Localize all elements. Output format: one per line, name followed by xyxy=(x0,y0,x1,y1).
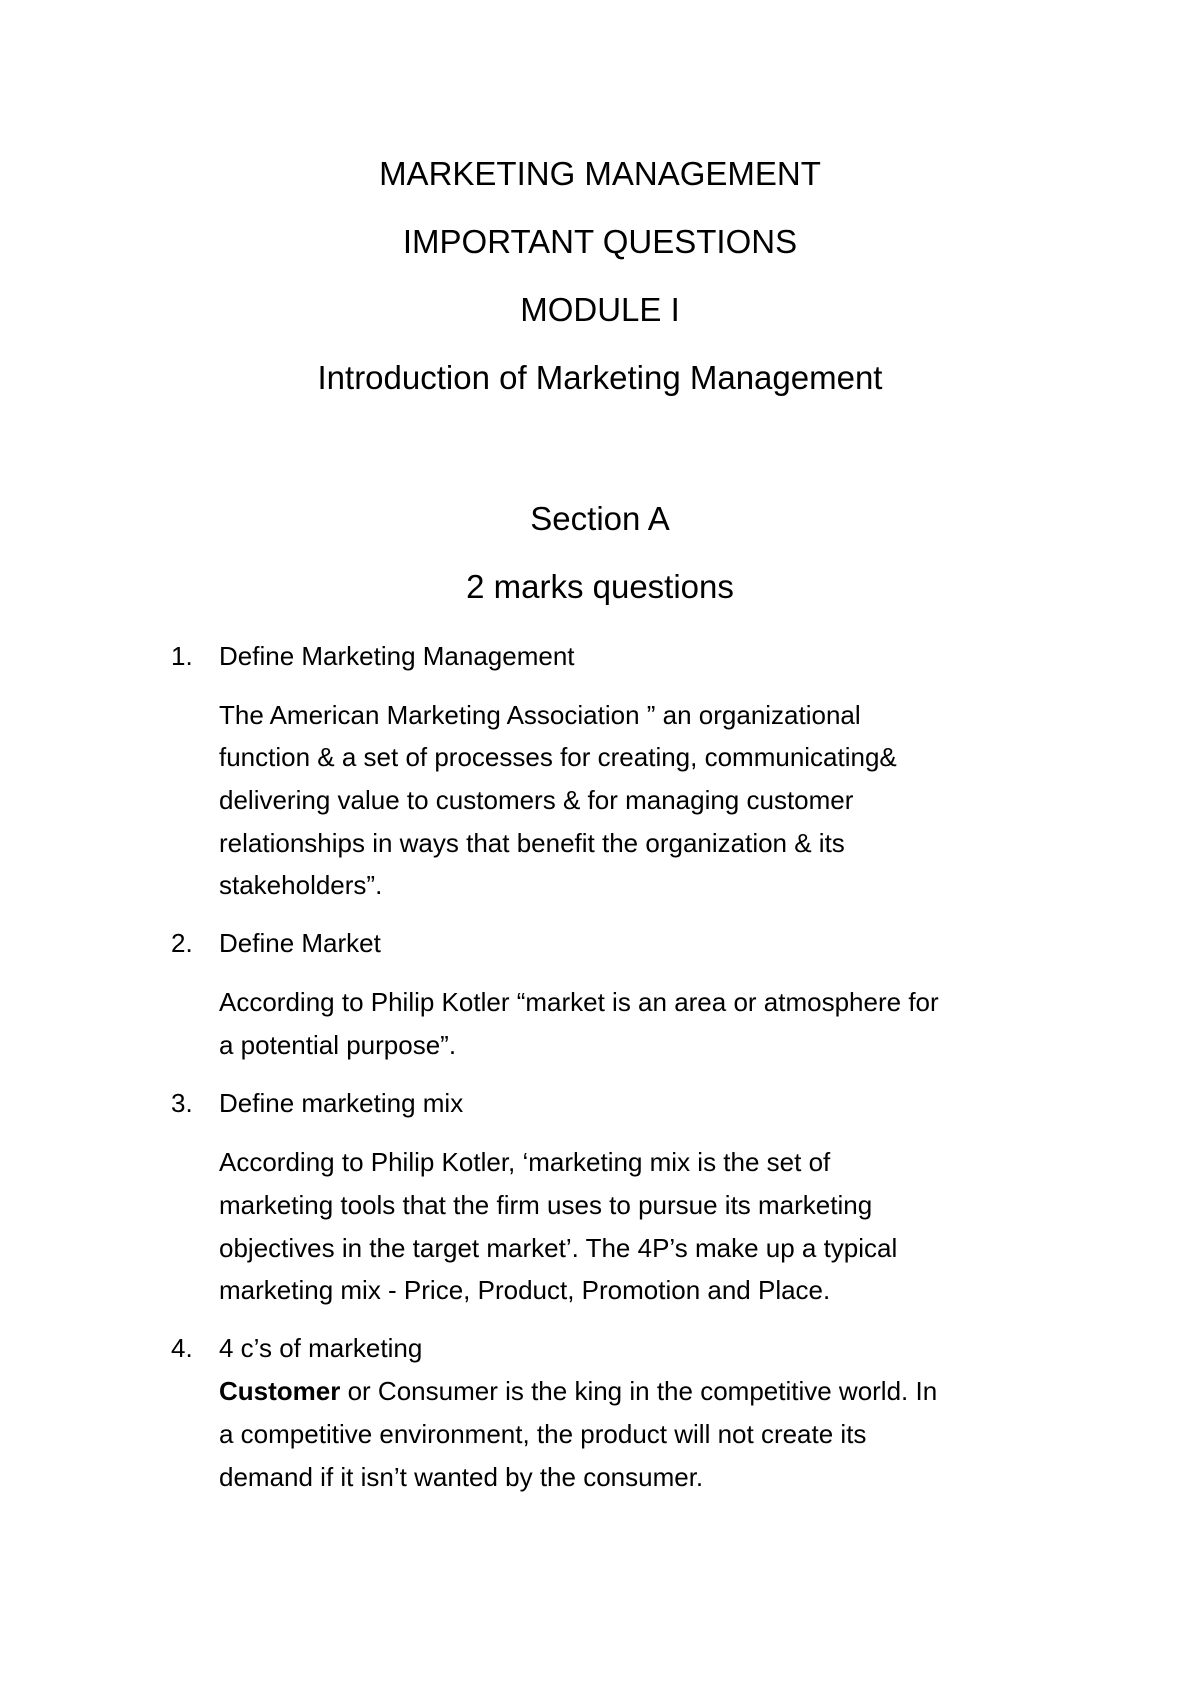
answer-line: According to Philip Kotler “market is an area or atmosphere for xyxy=(219,987,939,1017)
answer-line: objectives in the target market’. The 4P’s make up a typical xyxy=(219,1233,898,1263)
question-number: 3. xyxy=(171,1088,193,1118)
answer-line: marketing mix - Price, Product, Promotion and Place. xyxy=(219,1275,831,1305)
answer-text: or Consumer is the king in the competitive world. In xyxy=(340,1376,938,1406)
section-title: Section A xyxy=(530,500,670,537)
answer-line: According to Philip Kotler, ‘marketing mix is the set of xyxy=(219,1147,831,1177)
answer-line: The American Marketing Association ” an organizational xyxy=(219,700,861,730)
document-title: MARKETING MANAGEMENT xyxy=(379,155,821,192)
answer-line: delivering value to customers & for managing customer xyxy=(219,785,854,815)
question-title: Define marketing mix xyxy=(219,1088,464,1118)
answer-line: function & a set of processes for creating, communicating& xyxy=(219,742,897,772)
module-label: MODULE I xyxy=(520,291,680,328)
document-subtitle: IMPORTANT QUESTIONS xyxy=(402,223,798,260)
answer-line: marketing tools that the firm uses to pursue its marketing xyxy=(219,1190,873,1220)
answer-line: a competitive environment, the product will not create its xyxy=(219,1419,867,1449)
module-title: Introduction of Marketing Management xyxy=(317,359,883,396)
answer-line: relationships in ways that benefit the organization & its xyxy=(219,828,845,858)
question-number: 2. xyxy=(171,928,193,958)
answer-line xyxy=(219,1375,937,1407)
question-number: 4. xyxy=(171,1333,193,1363)
question-title: Define Marketing Management xyxy=(219,641,575,671)
question-title: 4 c’s of marketing xyxy=(219,1333,423,1363)
answer-line: stakeholders”. xyxy=(219,870,383,900)
question-number: 1. xyxy=(171,641,193,671)
answer-line: demand if it isn’t wanted by the consumer. xyxy=(219,1462,704,1492)
answer-bold-term: Customer xyxy=(219,1376,341,1406)
question-title: Define Market xyxy=(219,928,381,958)
section-subtitle: 2 marks questions xyxy=(466,568,734,605)
answer-line: a potential purpose”. xyxy=(219,1030,457,1060)
